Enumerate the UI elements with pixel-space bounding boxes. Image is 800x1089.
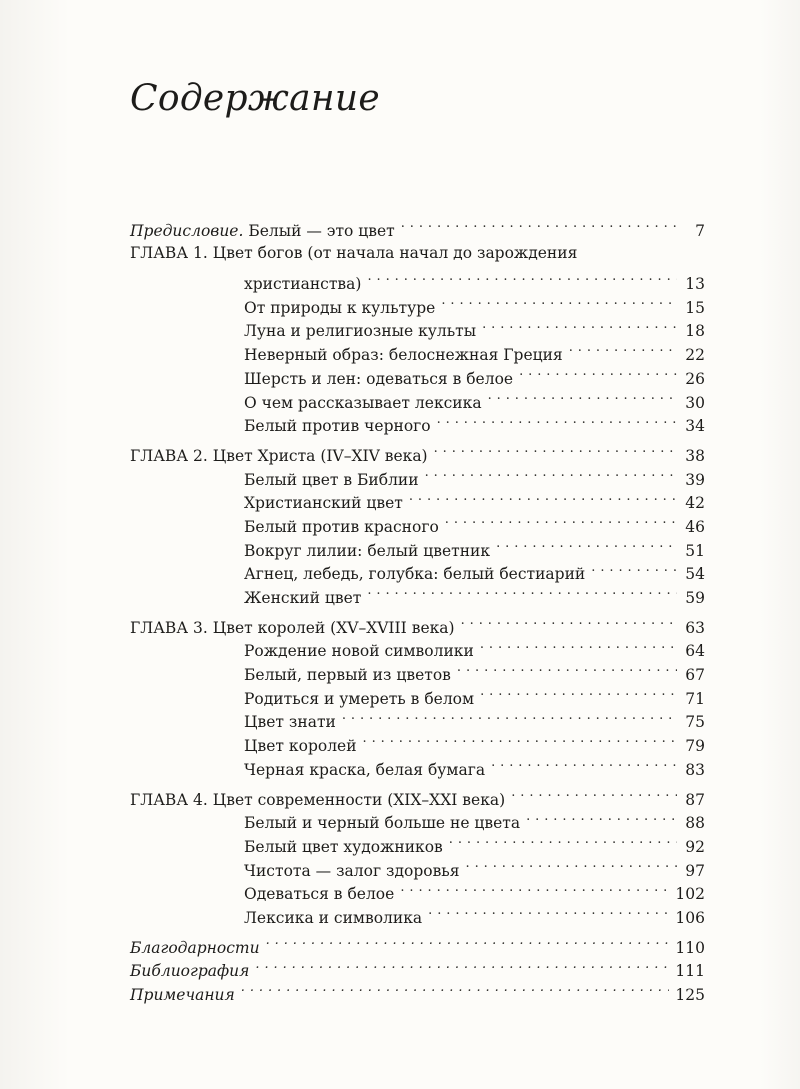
toc-entry	[130, 704, 705, 732]
page-number: 46	[685, 517, 705, 536]
entry-label: Белый и черный больше не цвета	[244, 814, 521, 833]
page-number: 38	[685, 446, 705, 465]
entry-label: Шерсть и лен: одеваться в белое	[244, 369, 514, 388]
dot-leader	[401, 212, 677, 236]
dot-leader	[409, 485, 677, 509]
entry-label: Родиться и умереть в белом	[244, 689, 475, 708]
dot-leader	[480, 633, 677, 657]
chapter-title-line-1: ГЛАВА 1. Цвет богов (от начала начал до зарождения	[130, 243, 578, 262]
dot-leader	[367, 579, 677, 603]
page-number: 26	[685, 369, 705, 388]
toc-entry-acknowledgements	[130, 929, 705, 957]
entry-label: Черная краска, белая бумага	[244, 760, 486, 779]
entry-label: Неверный образ: белоснежная Греция	[244, 346, 563, 365]
chapter-heading	[130, 242, 705, 266]
preface-italic: Предисловие.	[130, 221, 244, 240]
page-number: 102	[675, 885, 705, 904]
entry-label: Белый против черного	[244, 417, 431, 436]
page-number: 67	[685, 666, 705, 685]
chapter-heading	[130, 781, 705, 809]
entry-label: Благодарности	[130, 938, 260, 957]
toc-entry-preface	[130, 212, 705, 240]
page-number: 59	[685, 589, 705, 607]
entry-label: Примечания	[130, 986, 235, 1004]
dot-leader	[461, 609, 677, 633]
entry-label: О чем рассказывает лексика	[244, 393, 482, 412]
page-number: 71	[685, 689, 705, 708]
dot-leader	[488, 384, 677, 408]
dot-leader	[482, 313, 677, 337]
toc-entry	[130, 485, 705, 513]
toc-entry	[130, 579, 705, 607]
page-number: 92	[685, 837, 705, 856]
entry-label: Вокруг лилии: белый цветник	[244, 541, 491, 560]
dot-leader	[367, 265, 677, 289]
page-number: 13	[685, 275, 705, 294]
entry-label: Чистота — залог здоровья	[244, 861, 460, 880]
entry-label	[130, 220, 395, 244]
entry-label: Белый цвет художников	[244, 837, 443, 856]
page-number: 22	[685, 346, 705, 365]
page-number: 87	[685, 790, 705, 809]
page-number: 30	[685, 393, 705, 412]
dot-leader	[363, 727, 677, 751]
entry-label: Рождение новой символики	[244, 642, 474, 661]
dot-leader	[457, 656, 677, 680]
chapter-title: ГЛАВА 4. Цвет современности (XIX–XXI века)	[130, 790, 506, 809]
chapter-heading	[130, 437, 705, 465]
page-number: 18	[685, 322, 705, 341]
page-number: 42	[685, 494, 705, 513]
dot-leader	[445, 508, 677, 532]
page-number: 15	[685, 298, 705, 317]
page-number: 97	[685, 861, 705, 880]
dot-leader	[591, 556, 677, 580]
entry-label: Женский цвет	[244, 589, 362, 607]
entry-label: Луна и религиозные культы	[244, 322, 477, 341]
entry-label: Агнец, лебедь, голубка: белый бестиарий	[244, 565, 586, 584]
dot-leader	[425, 461, 677, 485]
page-number: 106	[675, 908, 705, 927]
preface-title: Белый — это цвет	[243, 221, 395, 240]
entry-label: Цвет знати	[244, 713, 336, 732]
page-number: 39	[685, 470, 705, 489]
dot-leader	[480, 680, 677, 704]
dot-leader	[511, 781, 677, 805]
page-number: 51	[685, 541, 705, 560]
page-number: 88	[685, 814, 705, 833]
dot-leader	[466, 852, 677, 876]
dot-leader	[569, 336, 677, 360]
entry-label: Белый против красного	[244, 517, 439, 536]
chapter-title: ГЛАВА 3. Цвет королей (XV–XVIII века)	[130, 618, 455, 637]
chapter-heading	[130, 609, 705, 637]
entry-label: Белый, первый из цветов	[244, 666, 451, 685]
toc-entry	[130, 751, 705, 779]
page-number: 34	[685, 417, 705, 436]
toc-entry	[130, 289, 705, 317]
entry-label: Лексика и символика	[244, 908, 423, 927]
entry-label: Белый цвет в Библии	[244, 470, 419, 489]
toc-entry	[130, 876, 705, 904]
chapter-heading-continued	[130, 265, 705, 294]
dot-leader	[266, 929, 670, 953]
page-number: 111	[675, 962, 705, 981]
toc-entry	[130, 727, 705, 756]
dot-leader	[519, 360, 677, 384]
page-number: 54	[685, 565, 705, 584]
toc-entry	[130, 899, 705, 927]
page-number: 79	[685, 737, 705, 756]
entry-label: Цвет королей	[244, 737, 357, 756]
dot-leader	[428, 899, 669, 923]
dot-leader	[400, 876, 669, 900]
chapter-title: ГЛАВА 2. Цвет Христа (IV–XIV века)	[130, 446, 428, 465]
dot-leader	[449, 828, 677, 852]
page-number: 64	[685, 642, 705, 661]
table-of-contents	[130, 212, 705, 1004]
page-number: 75	[685, 713, 705, 732]
dot-leader	[441, 289, 677, 313]
toc-entry	[130, 508, 705, 536]
dot-leader	[255, 953, 669, 977]
dot-leader	[434, 437, 677, 461]
entry-label: Христианский цвет	[244, 494, 403, 513]
dot-leader	[491, 751, 677, 775]
dot-leader	[241, 976, 670, 1000]
page-number: 83	[685, 760, 705, 779]
entry-label: От природы к культуре	[244, 298, 436, 317]
page-title: Содержание	[130, 78, 380, 119]
dot-leader	[342, 704, 677, 728]
dot-leader	[526, 805, 677, 829]
dot-leader	[437, 408, 677, 432]
page-number: 7	[695, 221, 705, 240]
chapter-title-line-2: христианства)	[244, 275, 362, 294]
entry-label: Библиография	[130, 962, 250, 981]
page-number: 63	[685, 618, 705, 637]
dot-leader	[496, 532, 677, 556]
entry-label: Одеваться в белое	[244, 885, 395, 904]
page-number: 125	[675, 986, 705, 1004]
page-number: 110	[675, 938, 705, 957]
